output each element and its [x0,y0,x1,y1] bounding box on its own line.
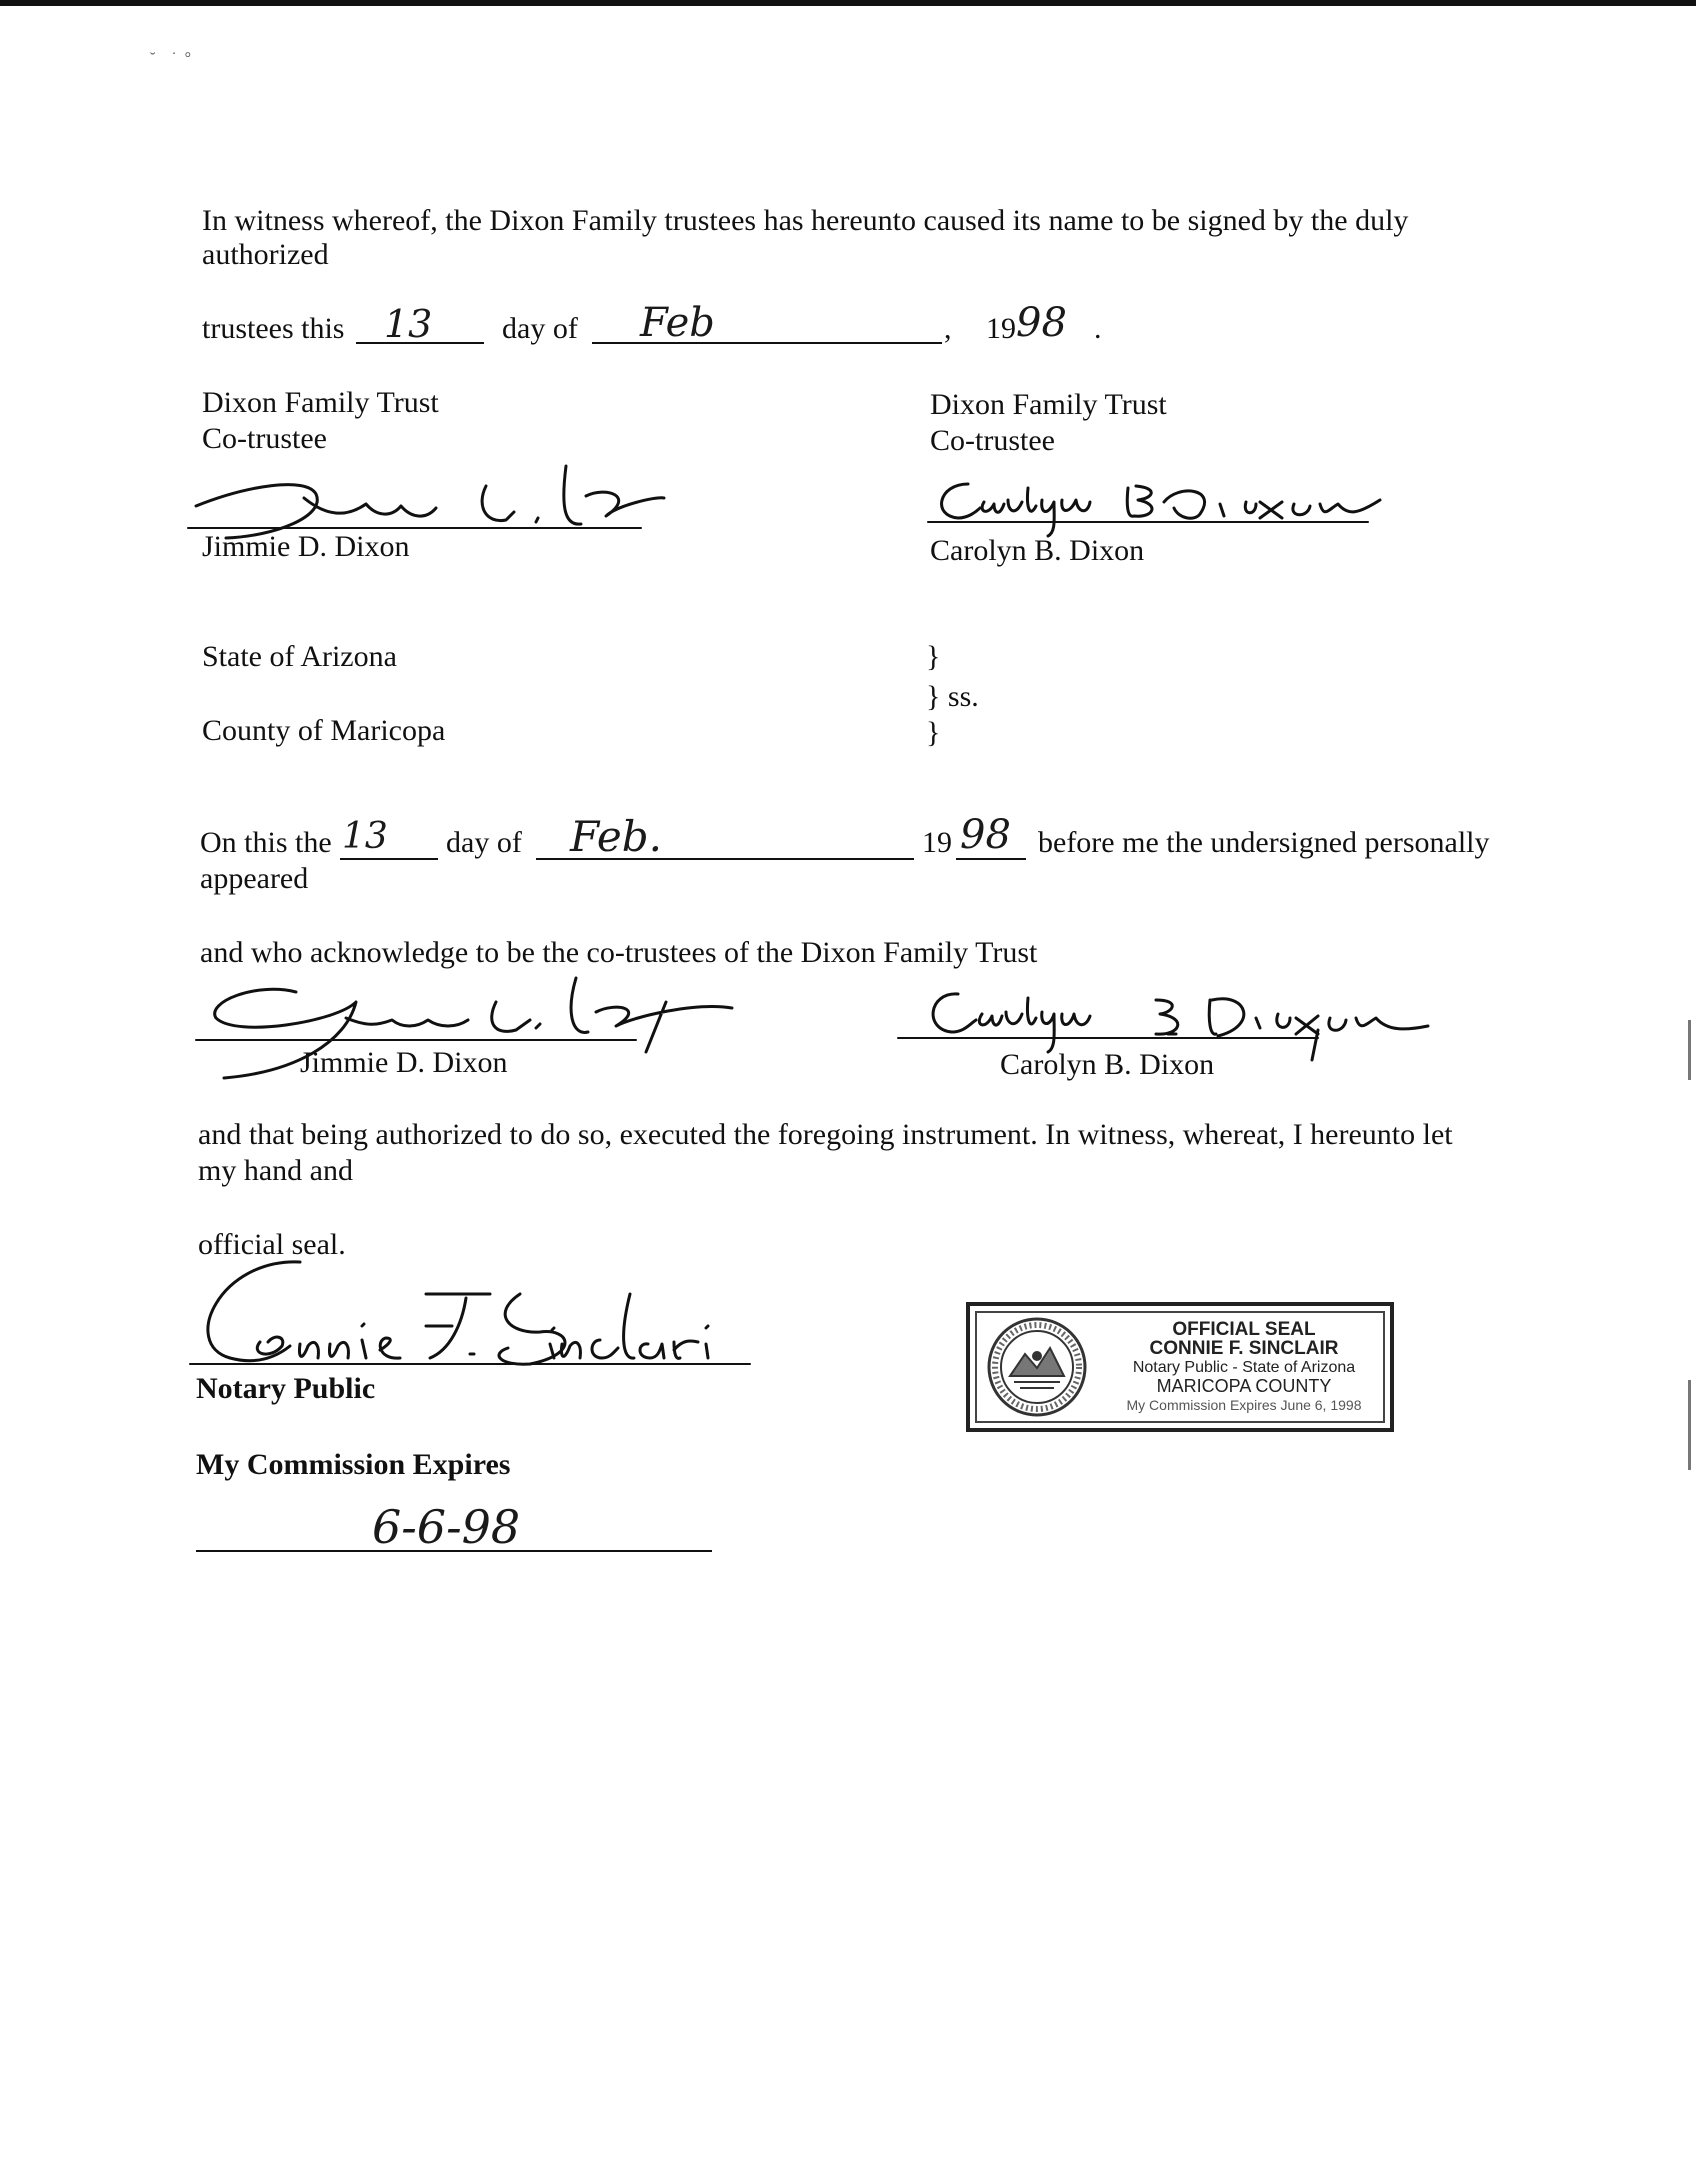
ack-signer-1-name: Jimmie D. Dixon [300,1046,508,1079]
notary-title: Notary Public [196,1372,376,1405]
seal-line-1: OFFICIAL SEAL [1172,1319,1316,1340]
commission-label: My Commission Expires [196,1448,511,1481]
notary-signature [190,1254,810,1374]
closing-line-3: official seal. [198,1228,346,1261]
venue-brace-3: } [926,716,941,749]
scan-edge-mark [1688,1380,1691,1470]
ack-year-prefix: 19 [922,826,952,859]
day-handwritten: 13 [384,302,433,346]
trustee-1-name: Jimmie D. Dixon [202,530,410,563]
date-period: . [1094,312,1102,345]
ack-suffix: before me the undersigned personally [1038,826,1490,859]
ack-month-handwritten: Feb. [570,812,662,861]
scan-specks: ˘ ˙ ° [150,50,192,67]
venue-state: State of Arizona [202,640,397,673]
month-handwritten: Feb [640,300,715,346]
year-prefix: 19 [986,312,1016,345]
closing-line-2: my hand and [198,1154,353,1187]
seal-line-4: MARICOPA COUNTY [1156,1376,1332,1396]
official-seal-stamp [966,1302,1394,1432]
day-of-label: day of [502,312,578,345]
date-prefix: trustees this [202,312,345,345]
ack-year-blank [956,858,1026,860]
trustee-2-role: Co-trustee [930,424,1055,457]
closing-line-1: and that being authorized to do so, executed the foregoing instrument. In witness, whereat, I hereunto let [198,1118,1453,1151]
scan-top-border [0,0,1696,6]
ack-day-handwritten: 13 [342,816,388,857]
venue-county: County of Maricopa [202,714,446,747]
year-handwritten: 98 [1016,300,1067,346]
venue-brace-ss: } ss. [926,680,979,713]
ack-line-3: and who acknowledge to be the co-trustees of the Dixon Family Trust [200,936,1038,969]
seal-line-5: My Commission Expires June 6, 1998 [1126,1397,1362,1413]
seal-line-3: Notary Public - State of Arizona [1132,1359,1356,1376]
trustee-2-name: Carolyn B. Dixon [930,534,1145,567]
seal-text-block [1104,1320,1384,1415]
arizona-seal-emblem-icon [980,1316,1094,1418]
ack-line-2: appeared [200,862,309,895]
venue-brace-1: } [926,640,941,673]
trustee-1-role: Co-trustee [202,422,327,455]
ack-signer-2-name: Carolyn B. Dixon [1000,1048,1215,1081]
ack-day-blank [340,858,438,860]
ack-prefix: On this the [200,826,332,859]
trustee-1-org: Dixon Family Trust [202,386,439,419]
intro-line-1: In witness whereof, the Dixon Family trustees has hereunto caused its name to be signed by the duly [202,204,1409,237]
ack-year-handwritten: 98 [960,812,1011,858]
commission-handwritten: 6-6-98 [372,1500,521,1554]
trustee-2-org: Dixon Family Trust [930,388,1167,421]
date-comma: , [944,312,952,345]
scan-edge-mark [1688,1020,1691,1080]
ack-day-of-label: day of [446,826,522,859]
seal-line-2: CONNIE F. SINCLAIR [1149,1338,1339,1359]
intro-line-2: authorized [202,238,329,271]
